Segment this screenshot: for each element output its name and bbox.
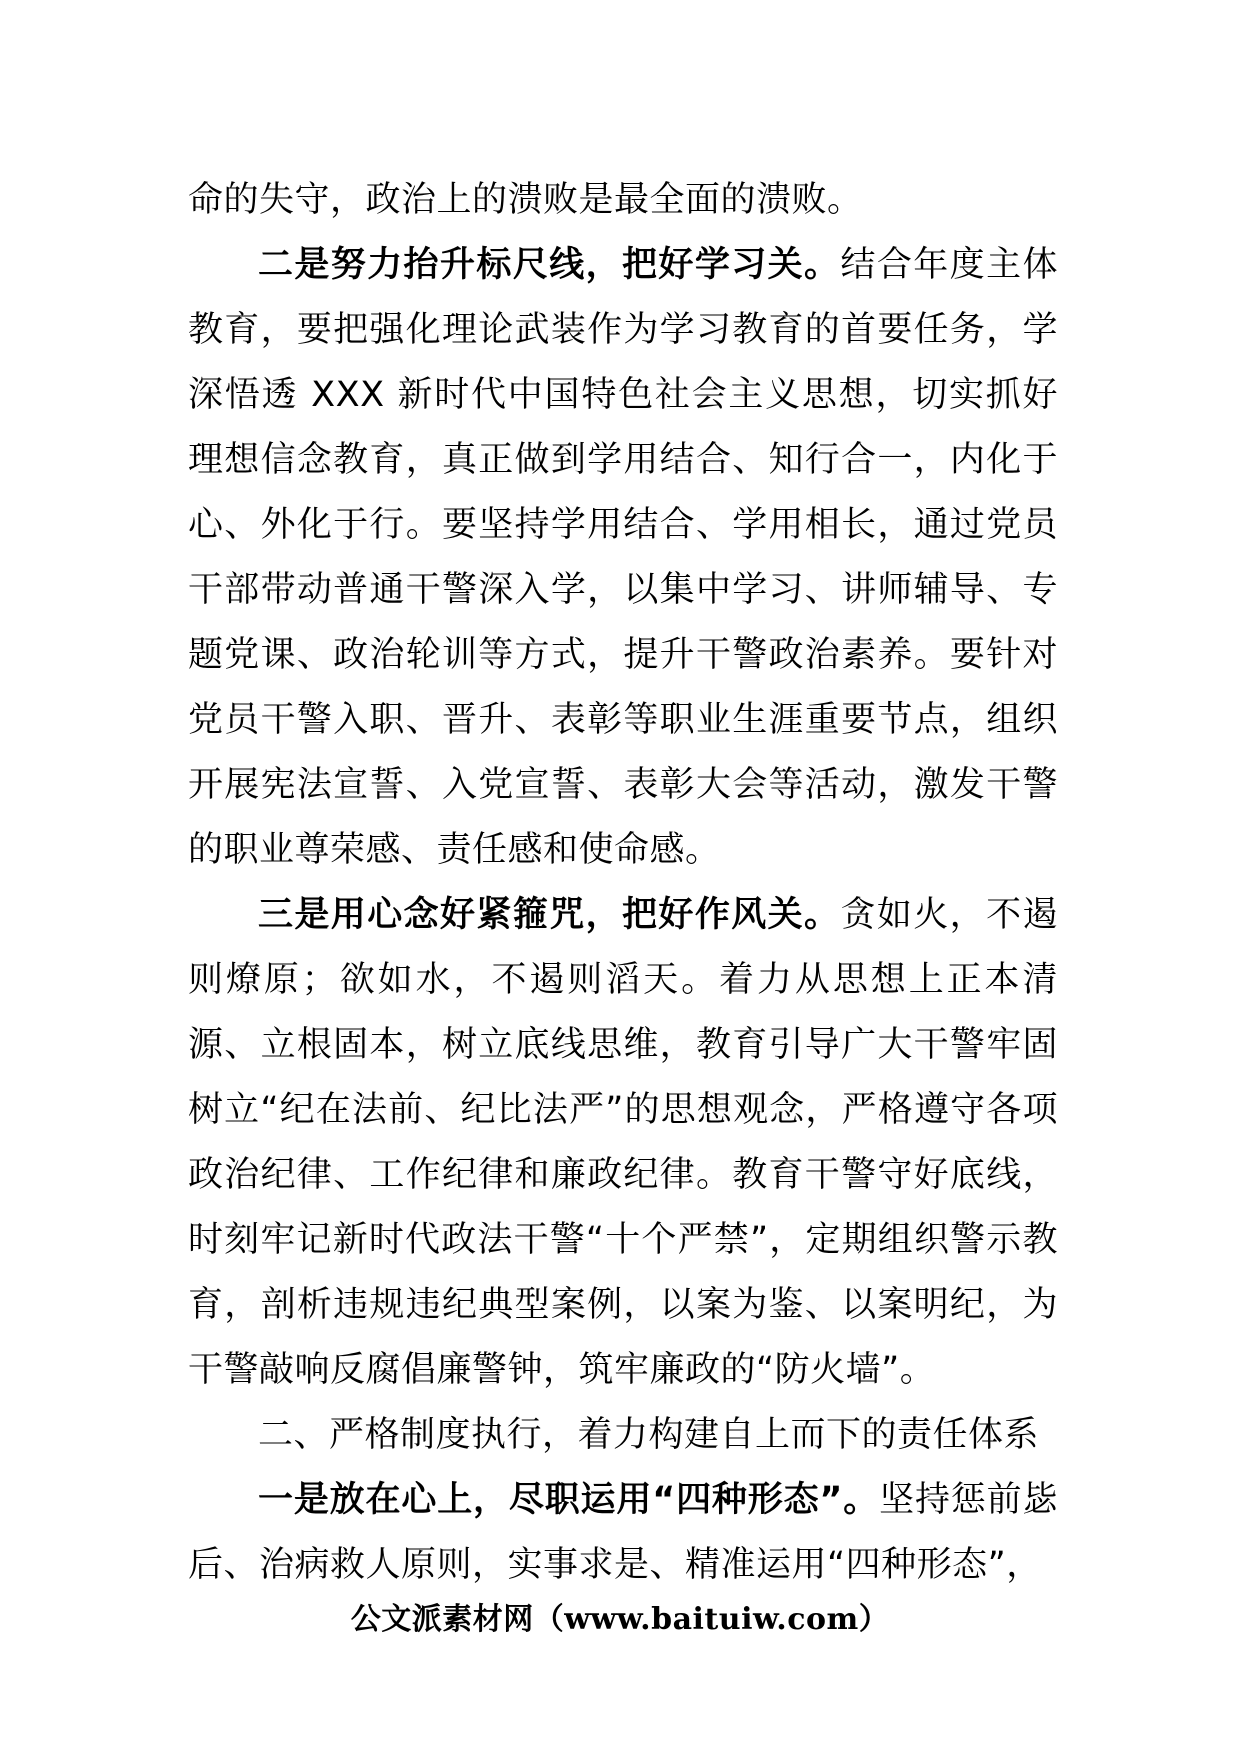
- document-body: [188, 168, 1058, 1598]
- footer-watermark: 公文派素材网（www.baituiw.com）: [350, 1602, 890, 1637]
- paragraph-lead: 三是用心念好紧箍咒，把好作风关。: [258, 895, 841, 935]
- section-heading: 二、严格制度执行，着力构建自上而下的责任体系: [258, 1415, 1040, 1455]
- paragraph-text: 命的失守，政治上的溃败是最全面的溃败。: [188, 180, 863, 220]
- paragraph-lead: 二是努力抬升标尺线，把好学习关。: [258, 245, 841, 285]
- paragraph-text: 坚持惩前毖后、治病救人原则，实事求是、精准运用“四种形态”，: [188, 1480, 1058, 1585]
- paragraph-lead: 一是放在心上，尽职运用“四种形态”。: [258, 1480, 880, 1520]
- paragraph-study: [188, 233, 1058, 883]
- paragraph-text: 结合年度主体教育，要把强化理论武装作为学习教育的首要任务，学深悟透 XXX 新时代中国特色社会主义思想，切实抓好理想信念教育，真正做到学用结合、知行合一，内化于心、外化于行。要坚持学用结合、学用相长，通过党员干部带动普通干警深入学，以集中学习、讲师辅导、专题党课、政治轮训等方式，提升干警政治素养。要针对党员干警入职、晋升、表彰等职业生涯重要节点，组织开展宪法宣誓、入党宣誓、表彰大会等活动，激发干警的职业尊荣感、责任感和使命感。: [188, 245, 1058, 870]
- paragraph-text: 贪如火，不遏则燎原；欲如水，不遏则滔天。着力从思想上正本清源、立根固本，树立底线思维，教育引导广大干警牢固树立“纪在法前、纪比法严”的思想观念，严格遵守各项政治纪律、工作纪律和廉政纪律。教育干警守好底线，时刻牢记新时代政法干警“十个严禁”，定期组织警示教育，剖析违规违纪典型案例，以案为鉴、以案明纪，为干警敲响反腐倡廉警钟，筑牢廉政的“防火墙”。: [188, 895, 1058, 1390]
- paragraph-conduct: [188, 883, 1058, 1403]
- paragraph-four-forms: [188, 1468, 1058, 1598]
- paragraph-continuation: [188, 168, 1058, 233]
